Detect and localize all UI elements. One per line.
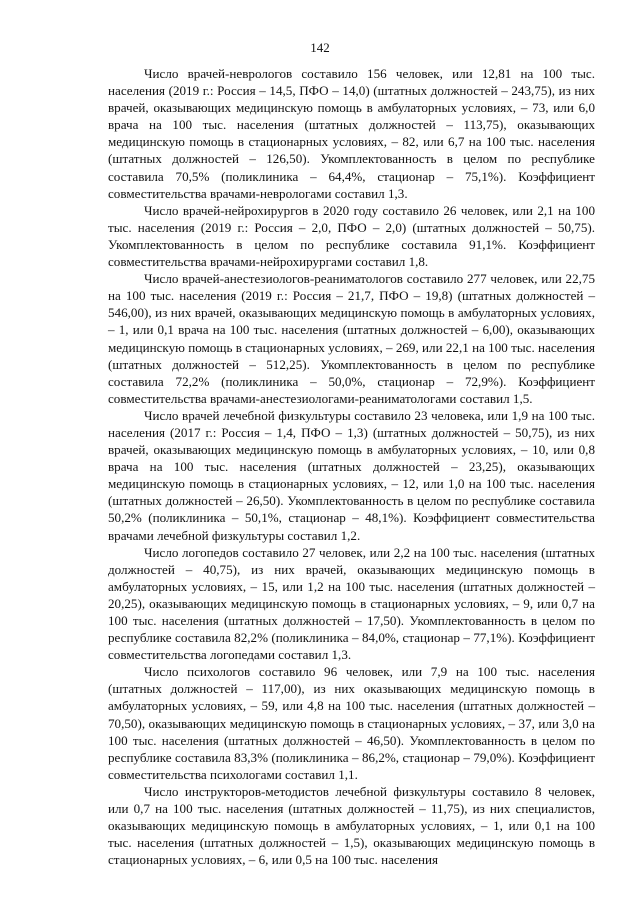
- paragraph-speech-therapists: Число логопедов составило 27 человек, или 2,2 на 100 тыс. населения (штатных должностей – 40,75), из них врачей, оказывающих медицинскую помощь в амбулаторных условиях, – 15, или 1,2 на 100 тыс. населения (штатных должностей – 20,25), оказывающих медицинскую помощь в стационарных условиях, – 9, или 0,7 на 100 тыс. населения (штатных должностей – 17,50). Укомплектованность в целом по республике составила 82,2% (поликлиника – 84,0%, стационар – 77,1%). Коэффициент совместительства логопедами составил 1,3.: [108, 544, 595, 663]
- paragraph-anesthesiologists: Число врачей-анестезиологов-реаниматологов составило 277 человек, или 22,75 на 100 тыс. населения (2019 г.: Россия – 21,7, ПФО – 19,8) (штатных должностей – 546,00), из них врачей, оказывающих медицинскую помощь в амбулаторных условиях, – 1, или 0,1 врача на 100 тыс. населения (штатных должностей – 6,00), оказывающих медицинскую помощь в стационарных условиях, – 269, или 22,1 на 100 тыс. населения (штатных должностей – 512,25). Укомплектованность в целом по республике составила 72,2% (поликлиника – 50,0%, стационар – 72,9%). Коэффициент совместительства врачами-анестезиологами-реаниматологами составил 1,5.: [108, 271, 595, 406]
- paragraph-psychologists: Число психологов составило 96 человек, или 7,9 на 100 тыс. населения (штатных должностей – 117,00), из них оказывающих медицинскую помощь в амбулаторных условиях, – 59, или 4,8 на 100 тыс. населения (штатных должностей – 70,50), оказывающих медицинскую помощь в стационарных условиях, – 37, или 3,0 на 100 тыс. населения (штатных должностей – 46,50). Укомплектованность в целом по республике составила 83,3% (поликлиника – 86,2%, стационар – 79,0%). Коэффициент совместительства психологами составил 1,1.: [108, 664, 595, 782]
- page-number: 142: [310, 40, 330, 55]
- paragraph-physiotherapy-doctors: Число врачей лечебной физкультуры составило 23 человека, или 1,9 на 100 тыс. населения (2017 г.: Россия – 1,4, ПФО – 1,3) (штатных должностей – 50,75), из них врачей, оказывающих медицинскую помощь в амбулаторных условиях, – 10, или 0,8 врача на 100 тыс. населения (штатных должностей – 23,25), оказывающих медицинскую помощь в стационарных условиях, – 12, или 1,0 на 100 тыс. населения (штатных должностей – 26,50). Укомплектованность в целом по республике составила 50,2% (поликлиника – 50,1%, стационар – 48,1%). Коэффициент совместительства врачами лечебной физкультуры составил 1,2.: [108, 407, 595, 543]
- paragraph-physiotherapy-instructors: Число инструкторов-методистов лечебной физкультуры составило 8 человек, или 0,7 на 100 тыс. населения (штатных должностей – 11,75), из них специалистов, оказывающих медицинскую помощь в амбулаторных условиях, – 1, или 0,1 на 100 тыс. населения (штатных должностей – 1,5), оказывающих медицинскую помощь в стационарных условиях, – 6, или 0,5 на 100 тыс. населения: [108, 783, 595, 868]
- document-body: [108, 65, 595, 868]
- paragraph-neurologists: Число врачей-неврологов составило 156 человек, или 12,81 на 100 тыс. населения (2019 г.: Россия – 14,5, ПФО – 14,0) (штатных должностей – 243,75), из них врачей, оказывающих медицинскую помощь в амбулаторных условиях, – 73, или 6,0 врача на 100 тыс. населения (штатных должностей – 113,75), оказывающих медицинскую помощь в стационарных условиях, – 82, или 6,7 на 100 тыс. населения (штатных должностей – 126,50). Укомплектованность в целом по республике составила 70,5% (поликлиника – 64,4%, стационар – 75,1%). Коэффициент совместительства врачами-неврологами составил 1,3.: [108, 66, 595, 201]
- paragraph-neurosurgeons: Число врачей-нейрохирургов в 2020 году составило 26 человек, или 2,1 на 100 тыс. населения (2019 г.: Россия – 2,0, ПФО – 2,0) (штатных должностей – 50,75). Укомплектованность в целом по республике составила 91,1%. Коэффициент совместительства врачами-нейрохирургами составил 1,8.: [108, 202, 595, 270]
